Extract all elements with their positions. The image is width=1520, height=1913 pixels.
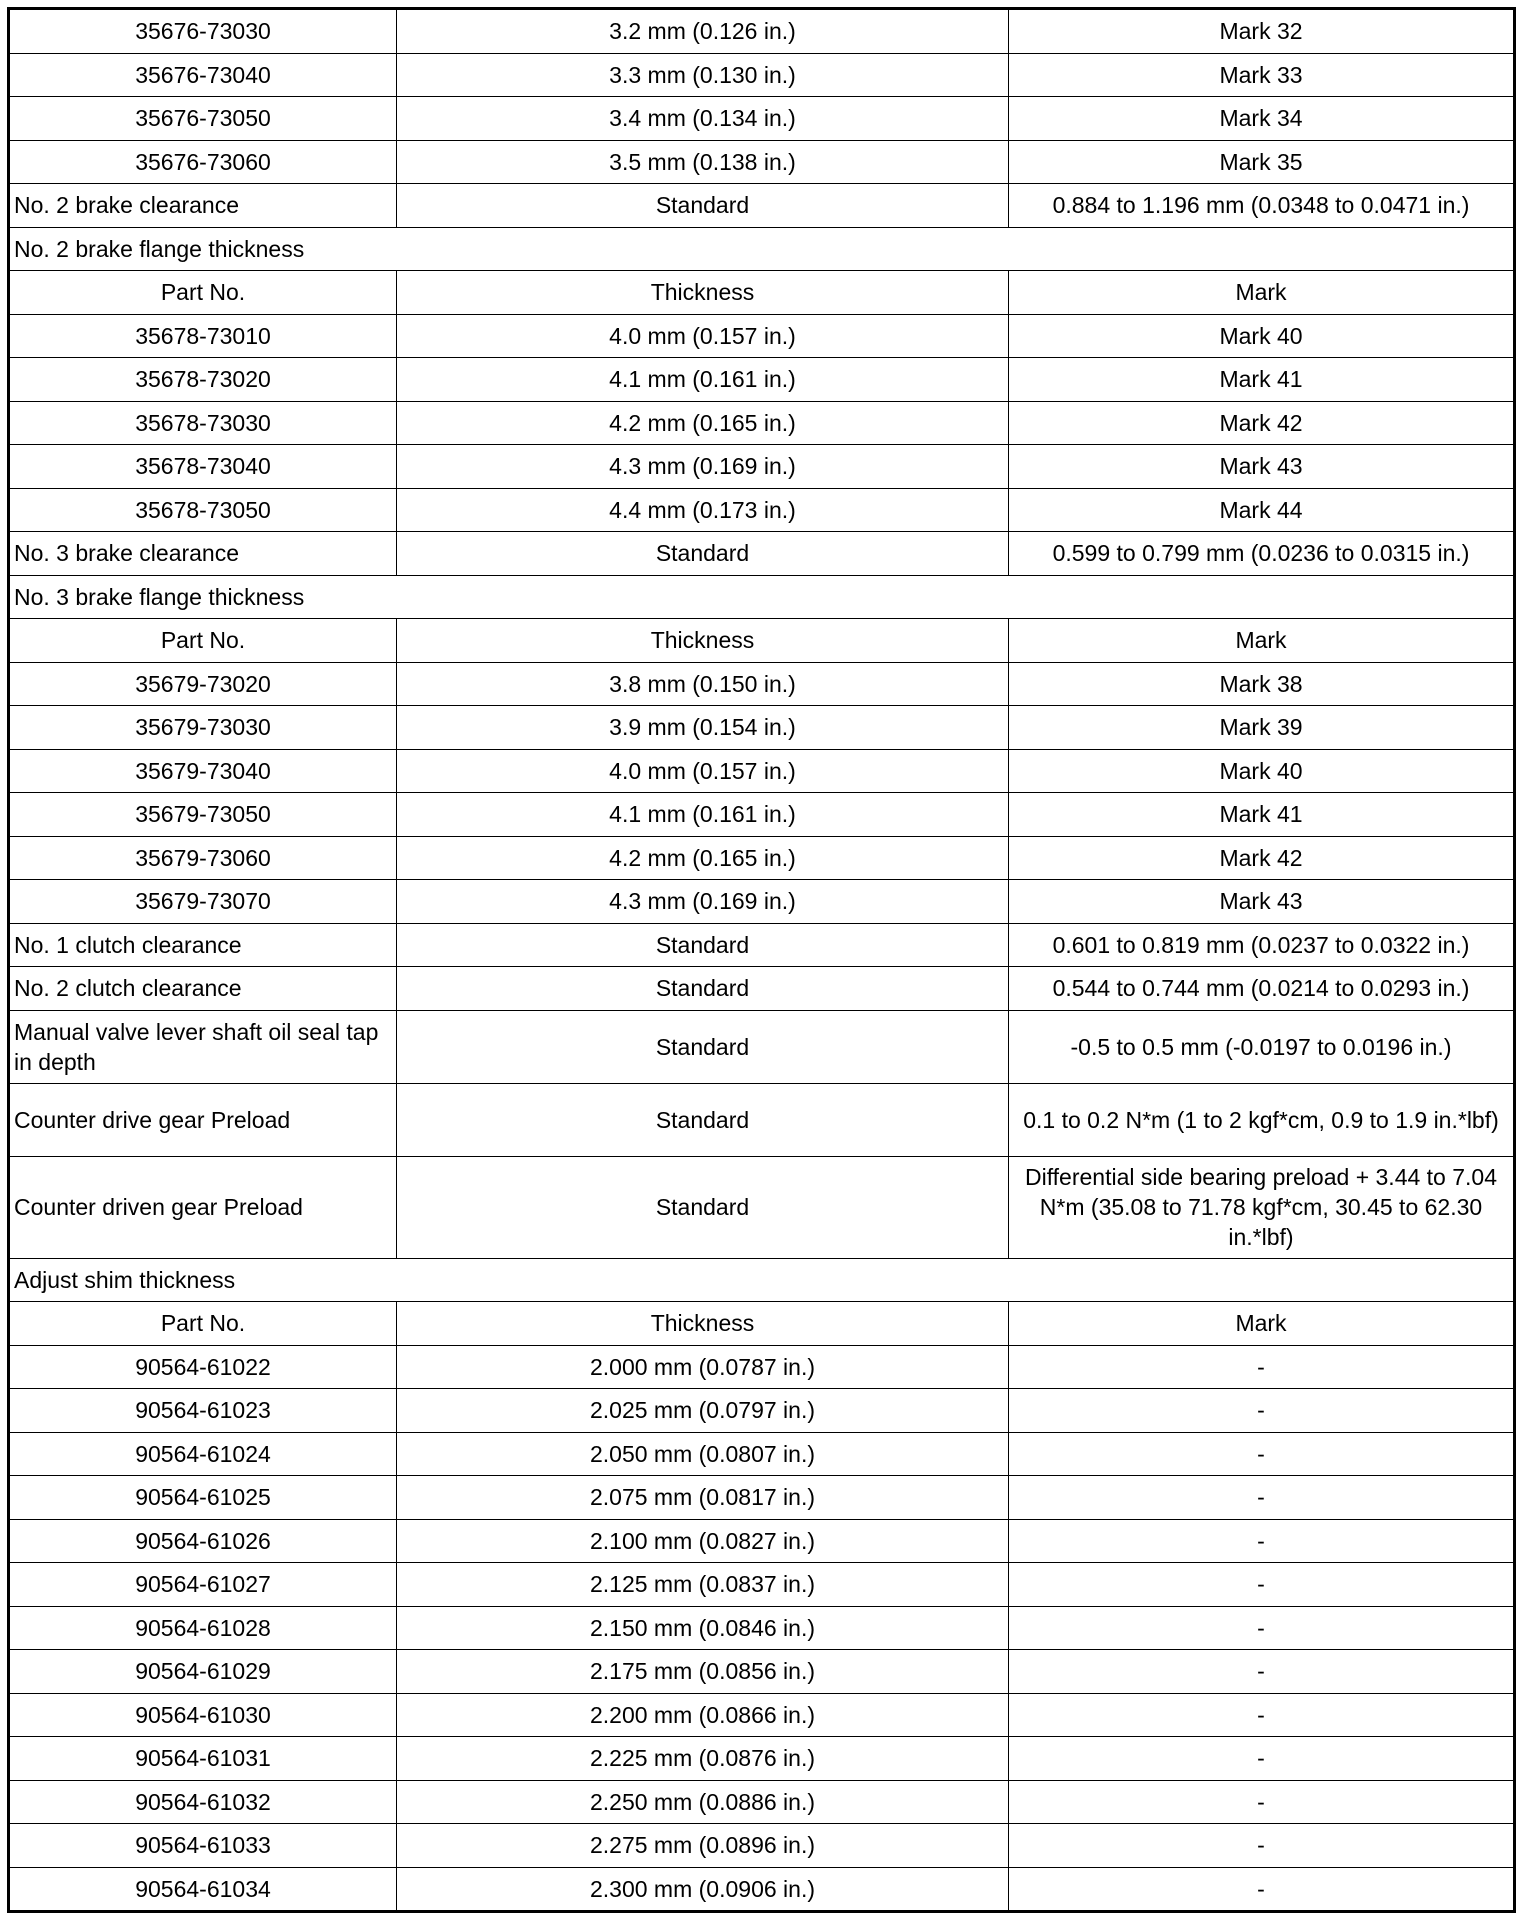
thickness-cell: 4.2 mm (0.165 in.) — [397, 401, 1009, 445]
mark-cell: Mark 43 — [1009, 445, 1515, 489]
spec-row — [9, 1156, 1515, 1258]
mark-cell: - — [1009, 1780, 1515, 1824]
spec-row — [9, 184, 1515, 228]
mark-cell: - — [1009, 1650, 1515, 1694]
part-number-cell: 35679-73030 — [9, 706, 397, 750]
table-row — [9, 1867, 1515, 1912]
condition-cell: Standard — [397, 532, 1009, 576]
mark-cell: Mark 43 — [1009, 880, 1515, 924]
thickness-cell: 2.250 mm (0.0886 in.) — [397, 1780, 1009, 1824]
section-title: No. 3 brake flange thickness — [9, 575, 1515, 619]
mark-cell: Mark 33 — [1009, 53, 1515, 97]
thickness-cell: 4.1 mm (0.161 in.) — [397, 358, 1009, 402]
thickness-cell: 3.4 mm (0.134 in.) — [397, 97, 1009, 141]
section-title: No. 2 brake flange thickness — [9, 227, 1515, 271]
part-number-cell: Part No. — [9, 271, 397, 315]
item-name-cell: No. 1 clutch clearance — [9, 923, 397, 967]
thickness-cell: 2.175 mm (0.0856 in.) — [397, 1650, 1009, 1694]
table-row — [9, 9, 1515, 54]
part-number-cell: 90564-61025 — [9, 1476, 397, 1520]
part-number-cell: 90564-61028 — [9, 1606, 397, 1650]
mark-cell: Mark 42 — [1009, 836, 1515, 880]
mark-cell: Mark 42 — [1009, 401, 1515, 445]
specified-value-cell: 0.601 to 0.819 mm (0.0237 to 0.0322 in.) — [1009, 923, 1515, 967]
table-row — [9, 1389, 1515, 1433]
condition-cell: Standard — [397, 923, 1009, 967]
table-row — [9, 1563, 1515, 1607]
table-row — [9, 1824, 1515, 1868]
part-number-cell: 90564-61029 — [9, 1650, 397, 1694]
part-number-cell: Part No. — [9, 1302, 397, 1346]
mark-cell: Mark 41 — [1009, 793, 1515, 837]
mark-cell: Mark 32 — [1009, 9, 1515, 54]
condition-cell: Standard — [397, 1010, 1009, 1083]
item-name-cell: No. 2 clutch clearance — [9, 967, 397, 1011]
table-row — [9, 1476, 1515, 1520]
mark-cell: - — [1009, 1519, 1515, 1563]
specified-value-cell: 0.544 to 0.744 mm (0.0214 to 0.0293 in.) — [1009, 967, 1515, 1011]
part-number-cell: Part No. — [9, 619, 397, 663]
mark-cell: - — [1009, 1737, 1515, 1781]
table-row — [9, 97, 1515, 141]
thickness-cell: 2.100 mm (0.0827 in.) — [397, 1519, 1009, 1563]
part-number-cell: 90564-61033 — [9, 1824, 397, 1868]
mark-cell: Mark — [1009, 271, 1515, 315]
mark-cell: Mark 34 — [1009, 97, 1515, 141]
table-row — [9, 793, 1515, 837]
part-number-cell: 90564-61030 — [9, 1693, 397, 1737]
table-row — [9, 445, 1515, 489]
table-row — [9, 706, 1515, 750]
mark-cell: - — [1009, 1563, 1515, 1607]
item-name-cell: No. 2 brake clearance — [9, 184, 397, 228]
thickness-cell: 4.3 mm (0.169 in.) — [397, 880, 1009, 924]
part-number-cell: 90564-61032 — [9, 1780, 397, 1824]
specified-value-cell: Differential side bearing preload + 3.44 to 7.04 N*m (35.08 to 71.78 kgf*cm, 30.45 to 62.30 in.*lbf) — [1009, 1156, 1515, 1258]
part-number-cell: 35678-73030 — [9, 401, 397, 445]
section-title: Adjust shim thickness — [9, 1258, 1515, 1302]
part-number-cell: 35679-73040 — [9, 749, 397, 793]
mark-cell: - — [1009, 1867, 1515, 1912]
mark-cell: Mark 38 — [1009, 662, 1515, 706]
thickness-cell: 2.225 mm (0.0876 in.) — [397, 1737, 1009, 1781]
thickness-cell: 2.275 mm (0.0896 in.) — [397, 1824, 1009, 1868]
table-row — [9, 662, 1515, 706]
table-row — [9, 1693, 1515, 1737]
thickness-cell: 4.2 mm (0.165 in.) — [397, 836, 1009, 880]
table-row — [9, 619, 1515, 663]
table-row — [9, 314, 1515, 358]
section-header-row — [9, 227, 1515, 271]
table-row — [9, 140, 1515, 184]
thickness-cell: 3.9 mm (0.154 in.) — [397, 706, 1009, 750]
part-number-cell: 35676-73060 — [9, 140, 397, 184]
item-name-cell: Counter drive gear Preload — [9, 1083, 397, 1156]
table-row — [9, 358, 1515, 402]
thickness-cell: 2.000 mm (0.0787 in.) — [397, 1345, 1009, 1389]
part-number-cell: 35679-73020 — [9, 662, 397, 706]
part-number-cell: 90564-61034 — [9, 1867, 397, 1912]
table-row — [9, 1519, 1515, 1563]
table-row — [9, 1780, 1515, 1824]
condition-cell: Standard — [397, 1156, 1009, 1258]
thickness-cell: 4.1 mm (0.161 in.) — [397, 793, 1009, 837]
part-number-cell: 35678-73020 — [9, 358, 397, 402]
table-row — [9, 53, 1515, 97]
part-number-cell: 90564-61022 — [9, 1345, 397, 1389]
table-row — [9, 1345, 1515, 1389]
part-number-cell: 90564-61031 — [9, 1737, 397, 1781]
part-number-cell: 35678-73040 — [9, 445, 397, 489]
mark-cell: Mark 41 — [1009, 358, 1515, 402]
thickness-cell: 2.150 mm (0.0846 in.) — [397, 1606, 1009, 1650]
thickness-cell: 2.050 mm (0.0807 in.) — [397, 1432, 1009, 1476]
thickness-cell: 4.3 mm (0.169 in.) — [397, 445, 1009, 489]
thickness-cell: Thickness — [397, 271, 1009, 315]
table-row — [9, 1302, 1515, 1346]
spec-row — [9, 923, 1515, 967]
mark-cell: Mark 44 — [1009, 488, 1515, 532]
thickness-cell: 4.4 mm (0.173 in.) — [397, 488, 1009, 532]
spec-row — [9, 532, 1515, 576]
mark-cell: Mark 35 — [1009, 140, 1515, 184]
part-number-cell: 90564-61027 — [9, 1563, 397, 1607]
part-number-cell: 90564-61026 — [9, 1519, 397, 1563]
item-name-cell: Manual valve lever shaft oil seal tap in depth — [9, 1010, 397, 1083]
mark-cell: Mark 40 — [1009, 749, 1515, 793]
part-number-cell: 35679-73060 — [9, 836, 397, 880]
mark-cell: - — [1009, 1606, 1515, 1650]
mark-cell: - — [1009, 1693, 1515, 1737]
mark-cell: - — [1009, 1476, 1515, 1520]
table-row — [9, 749, 1515, 793]
table-row — [9, 836, 1515, 880]
table-row — [9, 401, 1515, 445]
spec-row — [9, 967, 1515, 1011]
specified-value-cell: 0.1 to 0.2 N*m (1 to 2 kgf*cm, 0.9 to 1.9 in.*lbf) — [1009, 1083, 1515, 1156]
thickness-cell: 2.300 mm (0.0906 in.) — [397, 1867, 1009, 1912]
specification-table — [7, 7, 1516, 1913]
thickness-cell: 4.0 mm (0.157 in.) — [397, 314, 1009, 358]
thickness-cell: 3.8 mm (0.150 in.) — [397, 662, 1009, 706]
condition-cell: Standard — [397, 967, 1009, 1011]
part-number-cell: 35679-73070 — [9, 880, 397, 924]
part-number-cell: 35676-73040 — [9, 53, 397, 97]
table-row — [9, 1606, 1515, 1650]
thickness-cell: 3.5 mm (0.138 in.) — [397, 140, 1009, 184]
thickness-cell: Thickness — [397, 619, 1009, 663]
specified-value-cell: 0.599 to 0.799 mm (0.0236 to 0.0315 in.) — [1009, 532, 1515, 576]
table-row — [9, 1737, 1515, 1781]
section-header-row — [9, 575, 1515, 619]
part-number-cell: 35679-73050 — [9, 793, 397, 837]
specified-value-cell: -0.5 to 0.5 mm (-0.0197 to 0.0196 in.) — [1009, 1010, 1515, 1083]
specified-value-cell: 0.884 to 1.196 mm (0.0348 to 0.0471 in.) — [1009, 184, 1515, 228]
mark-cell: - — [1009, 1389, 1515, 1433]
part-number-cell: 90564-61024 — [9, 1432, 397, 1476]
item-name-cell: Counter driven gear Preload — [9, 1156, 397, 1258]
section-header-row — [9, 1258, 1515, 1302]
table-row — [9, 1432, 1515, 1476]
thickness-cell: 2.200 mm (0.0866 in.) — [397, 1693, 1009, 1737]
mark-cell: Mark — [1009, 619, 1515, 663]
part-number-cell: 35676-73030 — [9, 9, 397, 54]
mark-cell: - — [1009, 1345, 1515, 1389]
table-row — [9, 880, 1515, 924]
mark-cell: Mark 40 — [1009, 314, 1515, 358]
item-name-cell: No. 3 brake clearance — [9, 532, 397, 576]
table-row — [9, 271, 1515, 315]
thickness-cell: 3.2 mm (0.126 in.) — [397, 9, 1009, 54]
thickness-cell: 2.125 mm (0.0837 in.) — [397, 1563, 1009, 1607]
part-number-cell: 35676-73050 — [9, 97, 397, 141]
specification-table-body — [9, 9, 1515, 1912]
thickness-cell: 2.075 mm (0.0817 in.) — [397, 1476, 1009, 1520]
part-number-cell: 35678-73050 — [9, 488, 397, 532]
table-row — [9, 1650, 1515, 1694]
condition-cell: Standard — [397, 1083, 1009, 1156]
thickness-cell: 2.025 mm (0.0797 in.) — [397, 1389, 1009, 1433]
thickness-cell: 4.0 mm (0.157 in.) — [397, 749, 1009, 793]
mark-cell: Mark 39 — [1009, 706, 1515, 750]
mark-cell: - — [1009, 1824, 1515, 1868]
table-row — [9, 488, 1515, 532]
mark-cell: - — [1009, 1432, 1515, 1476]
spec-row — [9, 1083, 1515, 1156]
part-number-cell: 90564-61023 — [9, 1389, 397, 1433]
thickness-cell: 3.3 mm (0.130 in.) — [397, 53, 1009, 97]
part-number-cell: 35678-73010 — [9, 314, 397, 358]
condition-cell: Standard — [397, 184, 1009, 228]
mark-cell: Mark — [1009, 1302, 1515, 1346]
spec-row — [9, 1010, 1515, 1083]
thickness-cell: Thickness — [397, 1302, 1009, 1346]
